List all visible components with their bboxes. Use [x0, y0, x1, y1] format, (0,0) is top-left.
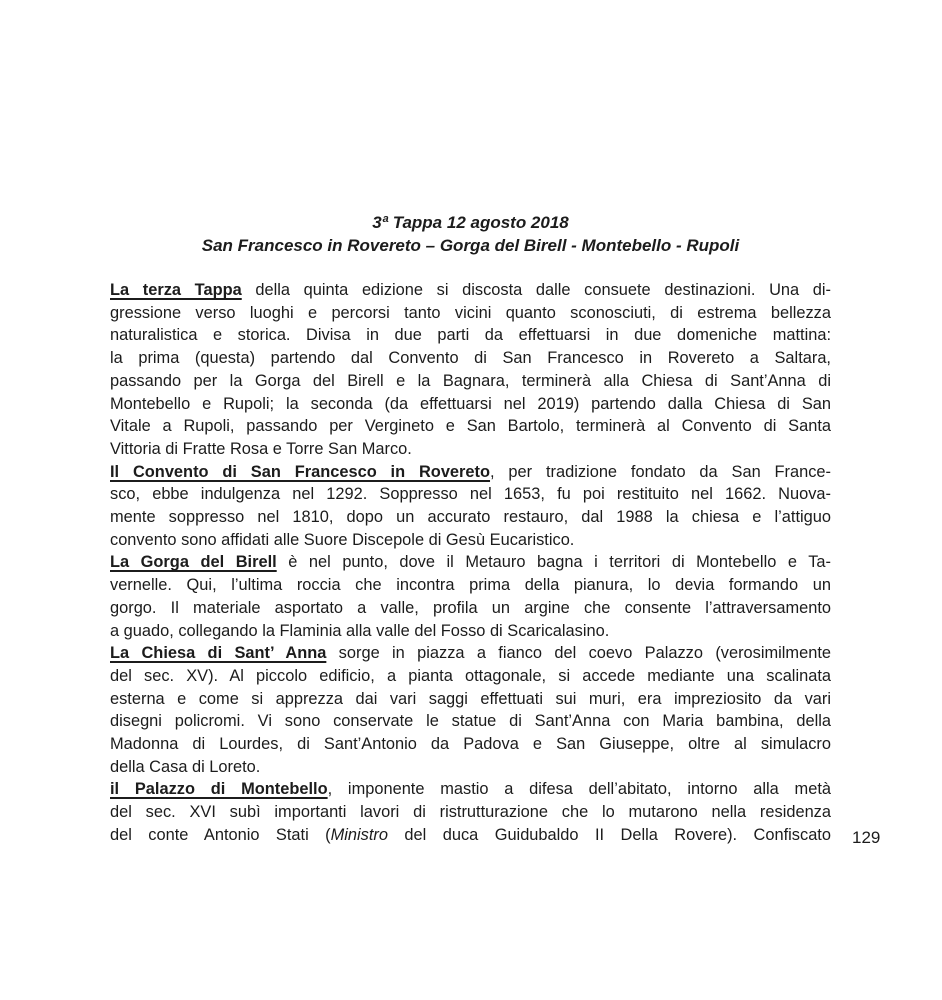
text-line — [110, 733, 831, 756]
paragraph-lead: il Palazzo di Montebello — [110, 780, 328, 799]
text-segment: del sec. XVI subì importanti lavori di ristrutturazione che lo mutarono nella residenza — [110, 803, 831, 822]
text-line — [110, 370, 831, 393]
text-segment: Montebello e Rupoli; la seconda (da effettuarsi nel 2019) partendo dalla Chiesa di San — [110, 394, 831, 413]
text-segment: a guado, collegando la Flaminia alla valle del Fosso di Scaricalasino. — [110, 621, 610, 640]
text-line — [110, 279, 831, 302]
body-text — [110, 279, 831, 847]
text-segment: naturalistica e storica. Divisa in due parti da effettuarsi in due domeniche mattina: — [110, 326, 831, 345]
paragraph — [110, 778, 831, 846]
text-line — [110, 302, 831, 325]
text-line — [110, 688, 831, 711]
text-segment: passando per la Gorga del Birell e la Bagnara, terminerà alla Chiesa di Sant’Anna di — [110, 371, 831, 390]
text-segment: Vitale a Rupoli, passando per Vergineto e San Bartolo, terminerà al Convento di Santa — [110, 417, 831, 436]
text-line — [110, 665, 831, 688]
text-segment: convento sono affidati alle Suore Discepole di Gesù Eucaristico. — [110, 530, 575, 549]
text-line — [110, 551, 831, 574]
text-segment: del sec. XV). Al piccolo edificio, a pianta ottagonale, si accede mediante una scalinata — [110, 666, 831, 685]
text-segment: è nel punto, dove il Metauro bagna i territori di Montebello e Ta- — [276, 553, 831, 572]
text-segment: della Casa di Loreto. — [110, 757, 261, 776]
text-segment: Vittoria di Fratte Rosa e Torre San Marco. — [110, 439, 412, 458]
paragraph — [110, 461, 831, 552]
text-segment: mente soppresso nel 1810, dopo un accurato restauro, dal 1988 la chiesa e l’attiguo — [110, 508, 831, 527]
paragraph — [110, 642, 831, 778]
heading-line-2: San Francesco in Rovereto – Gorga del Birell - Montebello - Rupoli — [201, 236, 740, 255]
text-line — [110, 461, 831, 484]
text-segment: vernelle. Qui, l’ultima roccia che incontra prima della pianura, lo devia formando un — [110, 576, 831, 595]
text-line — [110, 529, 831, 552]
paragraph-lead: Il Convento di San Francesco in Rovereto — [110, 462, 491, 481]
text-line — [110, 756, 831, 779]
paragraph — [110, 551, 831, 642]
text-line — [110, 506, 831, 529]
paragraph-lead: La Chiesa di Sant’ Anna — [110, 644, 327, 663]
text-line — [110, 710, 831, 733]
page-number: 129 — [852, 828, 881, 847]
paragraph-lead: La Gorga del Birell — [110, 553, 277, 572]
text-line — [110, 620, 831, 643]
paragraph — [110, 279, 831, 461]
text-line — [110, 438, 831, 461]
text-segment: disegni policromi. Vi sono conservate le statue di Sant’Anna con Maria bambina, della — [110, 712, 831, 731]
text-line — [110, 824, 831, 847]
text-line — [110, 393, 831, 416]
text-segment: del conte Antonio Stati ( — [110, 825, 331, 844]
paragraph-lead: La terza Tappa — [110, 281, 242, 299]
text-line — [110, 324, 831, 347]
text-line — [110, 574, 831, 597]
text-segment: sco, ebbe indulgenza nel 1292. Soppresso nel 1653, fu poi restituito nel 1662. Nuova- — [110, 485, 831, 504]
text-segment: esterna e come si apprezza dai vari saggi effettuati sui muri, era impreziosito da vari — [110, 689, 831, 708]
text-segment: della quinta edizione si discosta dalle consuete destinazioni. Una di- — [241, 281, 831, 299]
text-line — [110, 597, 831, 620]
text-segment: Ministro — [330, 825, 388, 844]
heading-line-1: 3ª Tappa 12 agosto 2018 — [372, 213, 569, 232]
text-segment: , imponente mastio a difesa dell’abitato, intorno alla metà — [327, 780, 831, 799]
text-segment: la prima (questa) partendo dal Convento di San Francesco in Rovereto a Saltara, — [110, 349, 831, 368]
text-line — [110, 801, 831, 824]
text-segment: gressione verso luoghi e percorsi tanto vicini quanto sconosciuti, di estrema bellezza — [110, 303, 831, 322]
text-segment: gorgo. Il materiale asportato a valle, profila un argine che consente l’attraversamento — [110, 598, 831, 617]
text-segment: , per tradizione fondato da San France- — [490, 462, 831, 481]
text-segment: del duca Guidubaldo II Della Rovere). Confiscato — [388, 825, 831, 844]
text-line — [110, 778, 831, 801]
text-column — [110, 211, 831, 847]
text-line — [110, 415, 831, 438]
text-line — [110, 483, 831, 506]
text-segment: Madonna di Lourdes, di Sant’Antonio da Padova e San Giuseppe, oltre al simulacro — [110, 735, 831, 754]
text-segment: sorge in piazza a fianco del coevo Palazzo (verosimilmente — [326, 644, 831, 663]
text-line — [110, 347, 831, 370]
chapter-heading — [110, 211, 831, 257]
text-line — [110, 642, 831, 665]
